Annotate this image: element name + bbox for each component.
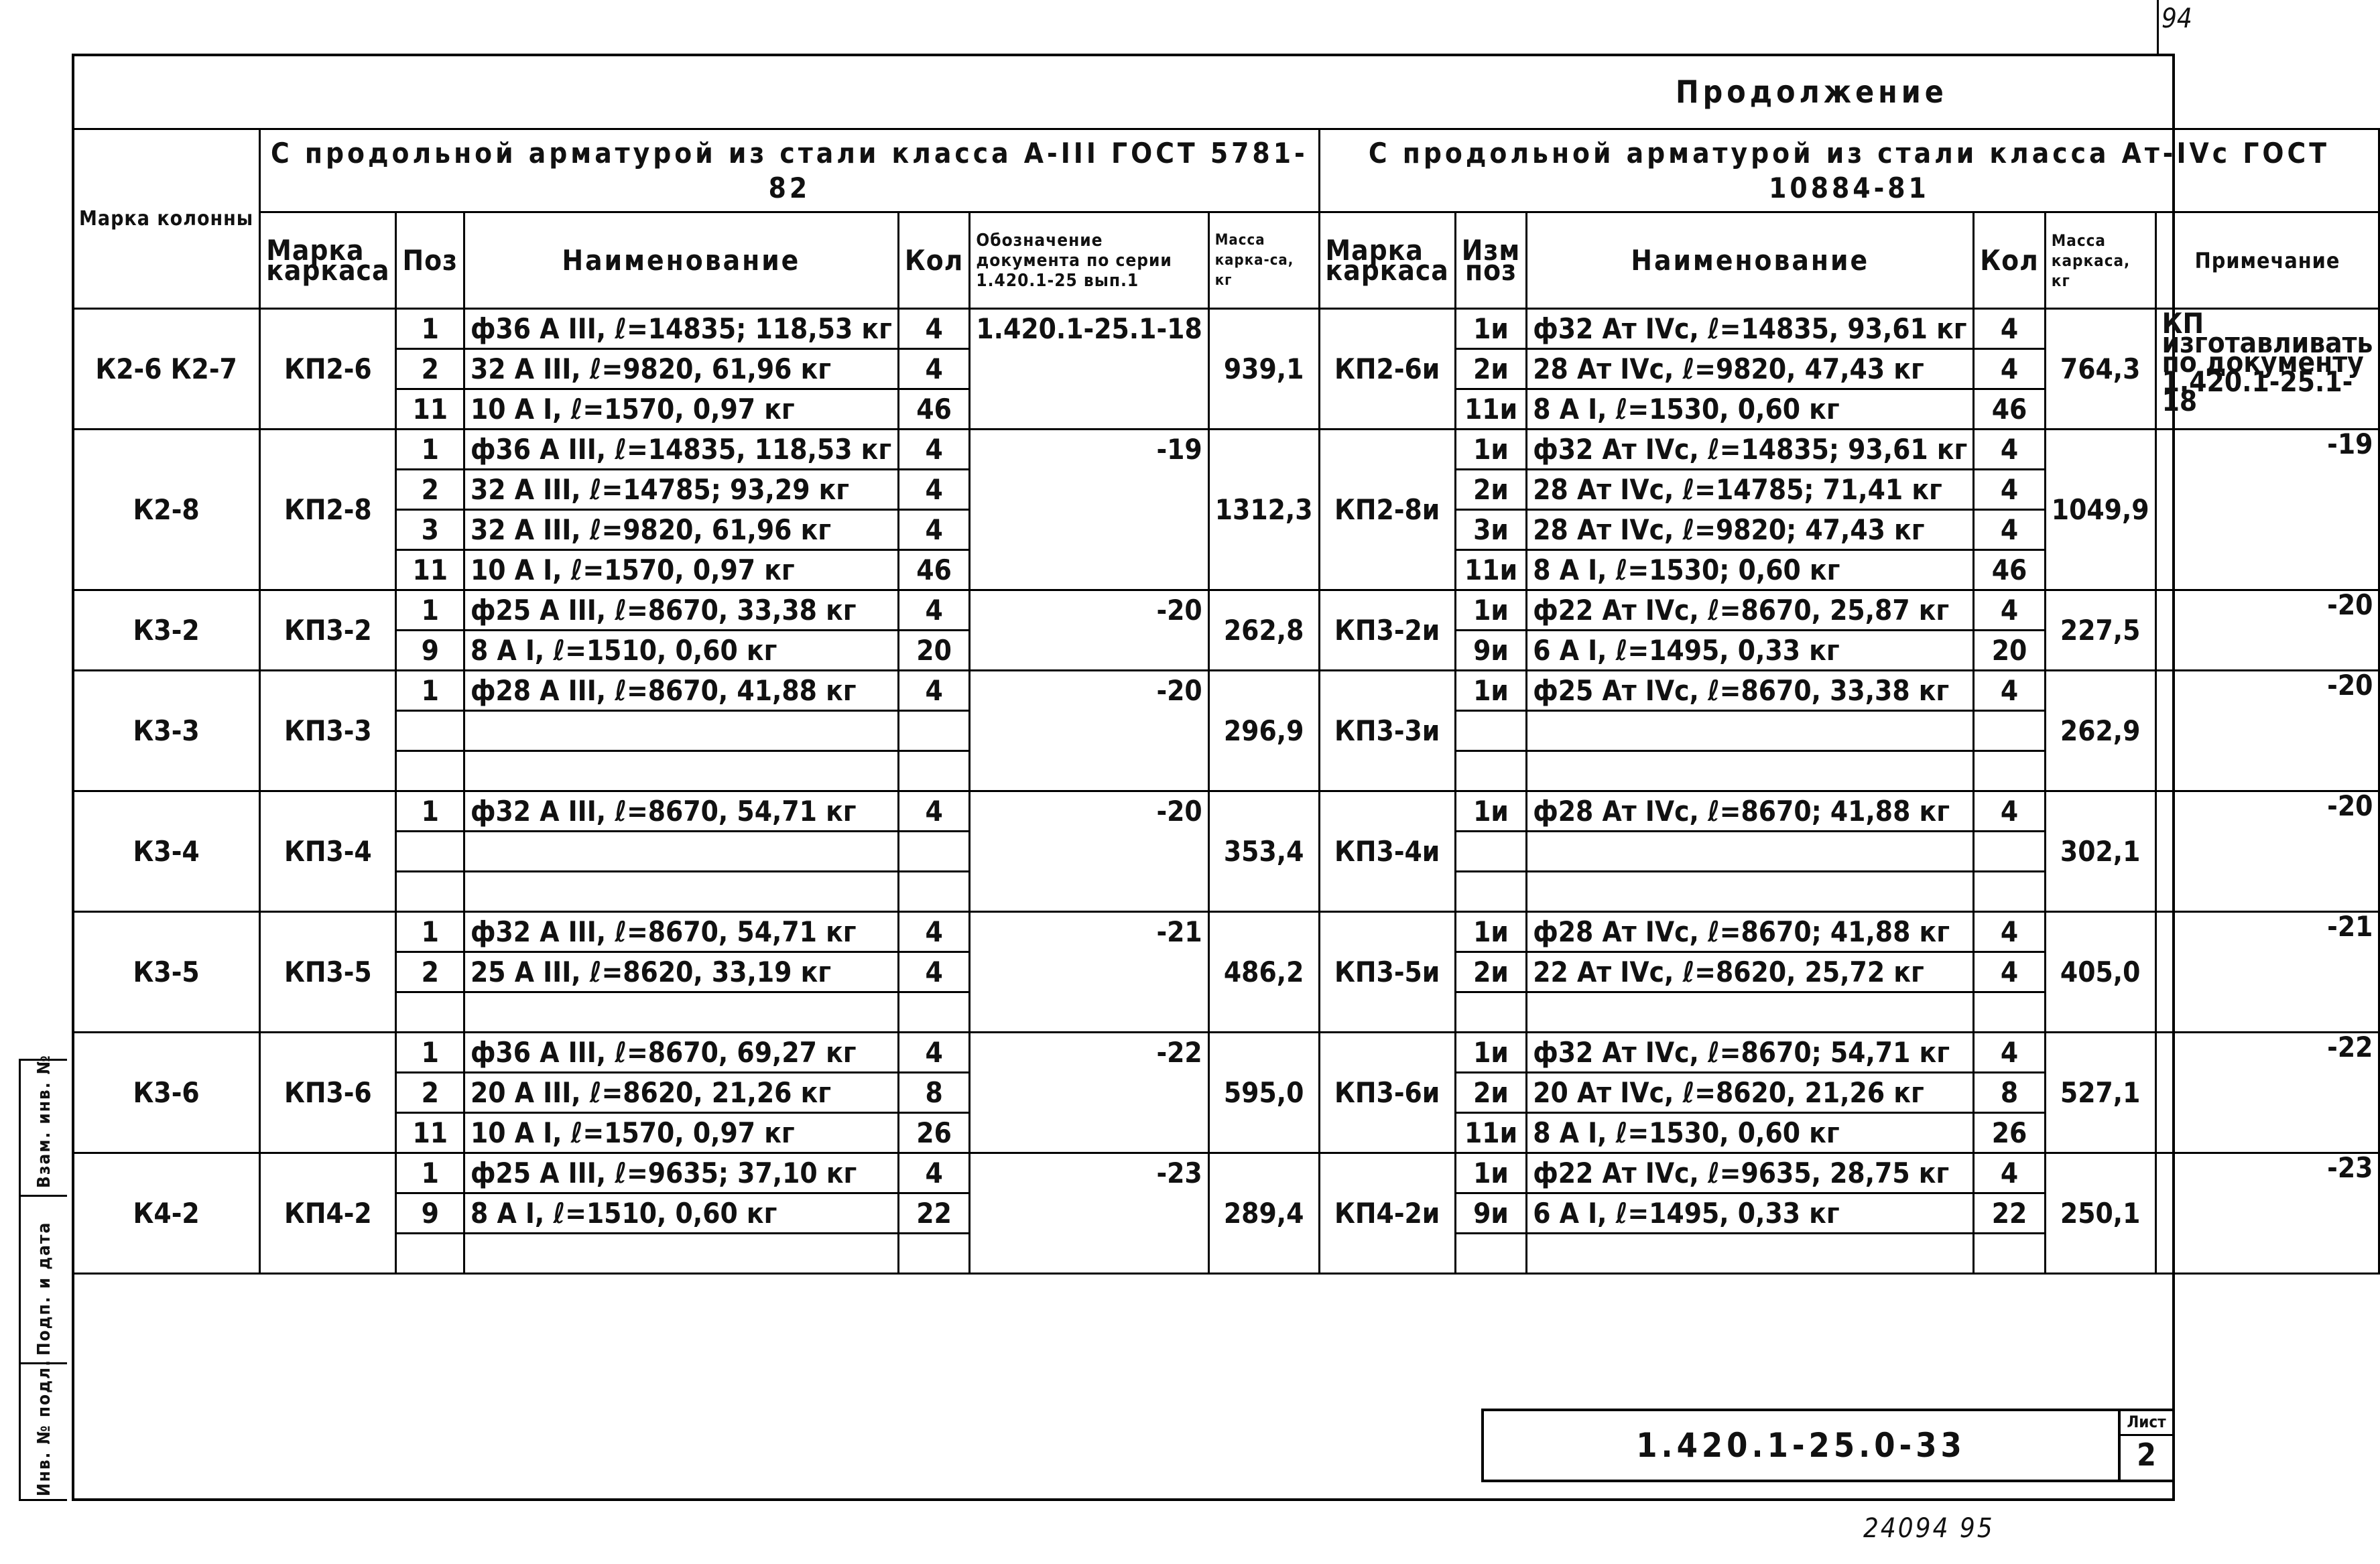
frame-mark: КП3-5	[260, 912, 396, 1033]
position-cell: 1	[396, 912, 464, 952]
position-cell: 11	[396, 550, 464, 590]
quantity-cell: 8	[898, 1073, 970, 1113]
name-cell: ф36 А III, ℓ=14835; 118,53 кг	[464, 309, 899, 349]
stamp-designation: 1.420.1-25.0-33	[1481, 1409, 2118, 1482]
name-cell-right: 28 Ат IVс, ℓ=9820; 47,43 кг	[1527, 510, 1974, 550]
quantity-cell-right: 46	[1974, 550, 2046, 590]
quantity-cell	[898, 1234, 970, 1274]
quantity-cell: 4	[898, 430, 970, 470]
column-mark: К3-4	[73, 791, 260, 912]
frame-mass: 939,1	[1208, 309, 1319, 430]
quantity-cell-right: 4	[1974, 1033, 2046, 1073]
table-row	[73, 912, 2379, 952]
quantity-cell: 4	[898, 1033, 970, 1073]
header-poz: Поз	[396, 212, 464, 309]
frame-mass-right: 302,1	[2045, 791, 2155, 912]
name-cell-right	[1527, 751, 1974, 791]
quantity-cell	[898, 832, 970, 872]
name-cell-right: ф25 Ат IVс, ℓ=8670, 33,38 кг	[1527, 671, 1974, 711]
position-cell-right: 2и	[1455, 470, 1526, 510]
quantity-cell-right: 4	[1974, 952, 2046, 992]
position-cell: 3	[396, 510, 464, 550]
position-cell-right: 11и	[1455, 389, 1526, 430]
header-kol: Кол	[898, 212, 970, 309]
name-cell-right: 22 Ат IVс, ℓ=8620, 25,72 кг	[1527, 952, 1974, 992]
position-cell-right: 2и	[1455, 952, 1526, 992]
name-cell-right	[1527, 1234, 1974, 1274]
frame-mass-right: 1049,9	[2045, 430, 2155, 590]
position-cell: 1	[396, 309, 464, 349]
frame-mark-right: КП3-4и	[1319, 791, 1455, 912]
side-label-podp: Подп. и дата	[34, 1221, 54, 1356]
continuation-title: Продолжение	[1676, 74, 1948, 110]
name-cell-right: ф28 Ат IVс, ℓ=8670; 41,88 кг	[1527, 791, 1974, 832]
frame-mark: КП4-2	[260, 1153, 396, 1274]
position-cell-right	[1455, 872, 1526, 912]
quantity-cell: 46	[898, 389, 970, 430]
name-cell	[464, 751, 899, 791]
page-number-rule	[2157, 0, 2159, 54]
header-group-right: С продольной арматурой из стали класса Ат-IVс ГОСТ 10884-81	[1319, 129, 2379, 212]
specification-table	[72, 128, 2380, 1275]
remark-cell: -20	[2155, 671, 2379, 791]
header-naimenovanie-right: Наименование	[1527, 212, 1974, 309]
frame-mark-right: КП3-3и	[1319, 671, 1455, 791]
position-cell: 11	[396, 389, 464, 430]
header-massa-left: Масса карка-са, кг	[1208, 212, 1319, 309]
frame-mass-right: 262,9	[2045, 671, 2155, 791]
position-cell-right	[1455, 711, 1526, 751]
position-cell	[396, 992, 464, 1033]
frame-mark-right: КП2-8и	[1319, 430, 1455, 590]
quantity-cell: 4	[898, 309, 970, 349]
frame-mark-right: КП3-6и	[1319, 1033, 1455, 1153]
document-designation: 1.420.1-25.1-18	[970, 309, 1208, 430]
quantity-cell	[898, 872, 970, 912]
quantity-cell: 4	[898, 470, 970, 510]
frame-mark-right: КП4-2и	[1319, 1153, 1455, 1274]
table-row	[73, 309, 2379, 349]
quantity-cell: 4	[898, 671, 970, 711]
quantity-cell-right	[1974, 872, 2046, 912]
name-cell	[464, 711, 899, 751]
frame-mass-right: 405,0	[2045, 912, 2155, 1033]
column-mark: К2-6 К2-7	[73, 309, 260, 430]
quantity-cell-right	[1974, 711, 2046, 751]
name-cell-right	[1527, 711, 1974, 751]
position-cell-right: 1и	[1455, 791, 1526, 832]
header-oboznachenie: Обозначение документа по серии 1.420.1-25 вып.1	[970, 212, 1208, 309]
name-cell-right: ф32 Ат IVс, ℓ=8670; 54,71 кг	[1527, 1033, 1974, 1073]
position-cell: 1	[396, 590, 464, 631]
quantity-cell: 22	[898, 1193, 970, 1234]
name-cell: 8 А I, ℓ=1510, 0,60 кг	[464, 631, 899, 671]
name-cell-right: 6 А I, ℓ=1495, 0,33 кг	[1527, 631, 1974, 671]
quantity-cell-right	[1974, 1234, 2046, 1274]
position-cell	[396, 751, 464, 791]
name-cell-right: 20 Ат IVс, ℓ=8620, 21,26 кг	[1527, 1073, 1974, 1113]
position-cell-right: 2и	[1455, 349, 1526, 389]
name-cell: ф32 А III, ℓ=8670, 54,71 кг	[464, 791, 899, 832]
document-designation: -20	[970, 671, 1208, 791]
name-cell: 8 А I, ℓ=1510, 0,60 кг	[464, 1193, 899, 1234]
frame-mass: 353,4	[1208, 791, 1319, 912]
frame-mark-right: КП3-5и	[1319, 912, 1455, 1033]
name-cell-right: 28 Ат IVс, ℓ=9820, 47,43 кг	[1527, 349, 1974, 389]
name-cell-right: 8 А I, ℓ=1530, 0,60 кг	[1527, 1113, 1974, 1153]
name-cell-right: ф28 Ат IVс, ℓ=8670; 41,88 кг	[1527, 912, 1974, 952]
name-cell	[464, 872, 899, 912]
position-cell-right	[1455, 992, 1526, 1033]
header-kol-right: Кол	[1974, 212, 2046, 309]
frame-mark-right: КП2-6и	[1319, 309, 1455, 430]
name-cell-right	[1527, 992, 1974, 1033]
quantity-cell-right: 4	[1974, 309, 2046, 349]
name-cell	[464, 992, 899, 1033]
position-cell: 1	[396, 1033, 464, 1073]
position-cell: 2	[396, 1073, 464, 1113]
quantity-cell-right: 20	[1974, 631, 2046, 671]
side-label-inv: Инв. № подл.	[34, 1359, 54, 1496]
quantity-cell	[898, 992, 970, 1033]
quantity-cell-right: 4	[1974, 1153, 2046, 1193]
column-mark: К2-8	[73, 430, 260, 590]
side-stamp	[19, 1054, 67, 1501]
frame-mark: КП2-6	[260, 309, 396, 430]
position-cell: 1	[396, 430, 464, 470]
position-cell	[396, 1234, 464, 1274]
name-cell	[464, 832, 899, 872]
name-cell-right: 28 Ат IVс, ℓ=14785; 71,41 кг	[1527, 470, 1974, 510]
position-cell-right: 9и	[1455, 631, 1526, 671]
name-cell: 32 А III, ℓ=9820, 61,96 кг	[464, 510, 899, 550]
remark-cell: -22	[2155, 1033, 2379, 1153]
quantity-cell-right: 4	[1974, 470, 2046, 510]
quantity-cell	[898, 711, 970, 751]
sheet-box	[2118, 1409, 2175, 1482]
document-designation: -20	[970, 590, 1208, 671]
name-cell-right: ф32 Ат IVс, ℓ=14835; 93,61 кг	[1527, 430, 1974, 470]
name-cell: ф25 А III, ℓ=8670, 33,38 кг	[464, 590, 899, 631]
quantity-cell-right: 4	[1974, 349, 2046, 389]
name-cell-right: 8 А I, ℓ=1530, 0,60 кг	[1527, 389, 1974, 430]
quantity-cell: 4	[898, 952, 970, 992]
quantity-cell-right: 4	[1974, 912, 2046, 952]
header-marka-kolonny: Марка колонны	[73, 129, 260, 309]
name-cell: 20 А III, ℓ=8620, 21,26 кг	[464, 1073, 899, 1113]
header-naimenovanie: Наименование	[464, 212, 899, 309]
position-cell-right	[1455, 751, 1526, 791]
page-number: 94	[2162, 3, 2192, 34]
quantity-cell-right: 46	[1974, 389, 2046, 430]
column-mark: К3-2	[73, 590, 260, 671]
quantity-cell: 4	[898, 912, 970, 952]
column-mark: К4-2	[73, 1153, 260, 1274]
name-cell: ф36 А III, ℓ=14835, 118,53 кг	[464, 430, 899, 470]
position-cell: 11	[396, 1113, 464, 1153]
remark-cell: -20	[2155, 791, 2379, 912]
name-cell-right: ф22 Ат IVс, ℓ=9635, 28,75 кг	[1527, 1153, 1974, 1193]
header-izm-poz: Изм поз	[1455, 212, 1526, 309]
position-cell	[396, 832, 464, 872]
position-cell-right	[1455, 832, 1526, 872]
position-cell: 9	[396, 631, 464, 671]
name-cell: ф25 А III, ℓ=9635; 37,10 кг	[464, 1153, 899, 1193]
quantity-cell-right	[1974, 832, 2046, 872]
frame-mass: 296,9	[1208, 671, 1319, 791]
name-cell: ф28 А III, ℓ=8670, 41,88 кг	[464, 671, 899, 711]
name-cell-right: 8 А I, ℓ=1530; 0,60 кг	[1527, 550, 1974, 590]
frame-mass: 595,0	[1208, 1033, 1319, 1153]
name-cell	[464, 1234, 899, 1274]
quantity-cell: 26	[898, 1113, 970, 1153]
header-massa-right: Масса каркаса, кг	[2045, 212, 2155, 309]
quantity-cell: 4	[898, 791, 970, 832]
name-cell: 32 А III, ℓ=9820, 61,96 кг	[464, 349, 899, 389]
name-cell: ф32 А III, ℓ=8670, 54,71 кг	[464, 912, 899, 952]
position-cell-right: 11и	[1455, 550, 1526, 590]
document-designation: -22	[970, 1033, 1208, 1153]
remark-cell: -23	[2155, 1153, 2379, 1274]
document-designation: -19	[970, 430, 1208, 590]
table-row	[73, 791, 2379, 832]
frame-mass: 289,4	[1208, 1153, 1319, 1274]
name-cell: ф36 А III, ℓ=8670, 69,27 кг	[464, 1033, 899, 1073]
side-label-vzam: Взам. инв. №	[34, 1054, 54, 1188]
frame-mark: КП3-3	[260, 671, 396, 791]
quantity-cell-right: 4	[1974, 671, 2046, 711]
position-cell: 9	[396, 1193, 464, 1234]
table-row	[73, 1153, 2379, 1193]
remark-cell: -19	[2155, 430, 2379, 590]
quantity-cell-right: 4	[1974, 430, 2046, 470]
table-row	[73, 430, 2379, 470]
position-cell: 2	[396, 952, 464, 992]
remark-cell: -20	[2155, 590, 2379, 671]
position-cell: 2	[396, 349, 464, 389]
table-row	[73, 1033, 2379, 1073]
position-cell-right: 3и	[1455, 510, 1526, 550]
position-cell-right: 1и	[1455, 309, 1526, 349]
position-cell-right: 1и	[1455, 590, 1526, 631]
name-cell: 32 А III, ℓ=14785; 93,29 кг	[464, 470, 899, 510]
frame-mass: 1312,3	[1208, 430, 1319, 590]
quantity-cell: 4	[898, 1153, 970, 1193]
position-cell	[396, 872, 464, 912]
frame-mass-right: 764,3	[2045, 309, 2155, 430]
name-cell-right	[1527, 872, 1974, 912]
document-designation: -23	[970, 1153, 1208, 1274]
name-cell-right: 6 А I, ℓ=1495, 0,33 кг	[1527, 1193, 1974, 1234]
position-cell-right: 11и	[1455, 1113, 1526, 1153]
document-designation: -21	[970, 912, 1208, 1033]
quantity-cell: 4	[898, 590, 970, 631]
position-cell	[396, 711, 464, 751]
quantity-cell-right: 26	[1974, 1113, 2046, 1153]
frame-mass-right: 227,5	[2045, 590, 2155, 671]
quantity-cell: 4	[898, 510, 970, 550]
quantity-cell: 46	[898, 550, 970, 590]
quantity-cell-right: 8	[1974, 1073, 2046, 1113]
quantity-cell: 4	[898, 349, 970, 389]
header-primechanie: Примечание	[2155, 212, 2379, 309]
name-cell-right	[1527, 832, 1974, 872]
quantity-cell-right	[1974, 992, 2046, 1033]
frame-mark: КП3-6	[260, 1033, 396, 1153]
name-cell: 10 А I, ℓ=1570, 0,97 кг	[464, 550, 899, 590]
name-cell: 10 А I, ℓ=1570, 0,97 кг	[464, 389, 899, 430]
header-marka-karkasa-right: Марка каркаса	[1319, 212, 1455, 309]
position-cell-right: 1и	[1455, 430, 1526, 470]
frame-mark: КП3-2	[260, 590, 396, 671]
quantity-cell-right	[1974, 751, 2046, 791]
remark-cell: -21	[2155, 912, 2379, 1033]
archive-number: 24094 95	[1863, 1513, 1995, 1544]
quantity-cell: 20	[898, 631, 970, 671]
specification-body	[73, 309, 2379, 1274]
document-designation: -20	[970, 791, 1208, 912]
quantity-cell-right: 22	[1974, 1193, 2046, 1234]
position-cell: 1	[396, 791, 464, 832]
name-cell-right: ф32 Ат IVс, ℓ=14835, 93,61 кг	[1527, 309, 1974, 349]
remark-cell: КП изготавливать по документу 1.420.1-25.1-18	[2155, 309, 2379, 430]
header-group-left: С продольной арматурой из стали класса А-III ГОСТ 5781-82	[260, 129, 1319, 212]
frame-mark: КП3-4	[260, 791, 396, 912]
quantity-cell-right: 4	[1974, 590, 2046, 631]
column-mark: К3-6	[73, 1033, 260, 1153]
quantity-cell	[898, 751, 970, 791]
column-mark: К3-3	[73, 671, 260, 791]
column-mark: К3-5	[73, 912, 260, 1033]
sheet-number: 2	[2137, 1437, 2156, 1473]
name-cell: 10 А I, ℓ=1570, 0,97 кг	[464, 1113, 899, 1153]
quantity-cell-right: 4	[1974, 791, 2046, 832]
position-cell-right: 1и	[1455, 1033, 1526, 1073]
frame-mark-right: КП3-2и	[1319, 590, 1455, 671]
quantity-cell-right: 4	[1974, 510, 2046, 550]
frame-mass-right: 250,1	[2045, 1153, 2155, 1274]
position-cell-right: 1и	[1455, 912, 1526, 952]
position-cell-right: 9и	[1455, 1193, 1526, 1234]
position-cell: 1	[396, 1153, 464, 1193]
frame-mass: 262,8	[1208, 590, 1319, 671]
position-cell: 1	[396, 671, 464, 711]
position-cell: 2	[396, 470, 464, 510]
position-cell-right: 1и	[1455, 671, 1526, 711]
position-cell-right	[1455, 1234, 1526, 1274]
table-row	[73, 590, 2379, 631]
name-cell-right: ф22 Ат IVс, ℓ=8670, 25,87 кг	[1527, 590, 1974, 631]
frame-mark: КП2-8	[260, 430, 396, 590]
name-cell: 25 А III, ℓ=8620, 33,19 кг	[464, 952, 899, 992]
frame-mass: 486,2	[1208, 912, 1319, 1033]
table-row	[73, 671, 2379, 711]
header-marka-karkasa: Марка каркаса	[260, 212, 396, 309]
position-cell-right: 2и	[1455, 1073, 1526, 1113]
position-cell-right: 1и	[1455, 1153, 1526, 1193]
frame-mass-right: 527,1	[2045, 1033, 2155, 1153]
sheet-label: Лист	[2121, 1411, 2172, 1436]
